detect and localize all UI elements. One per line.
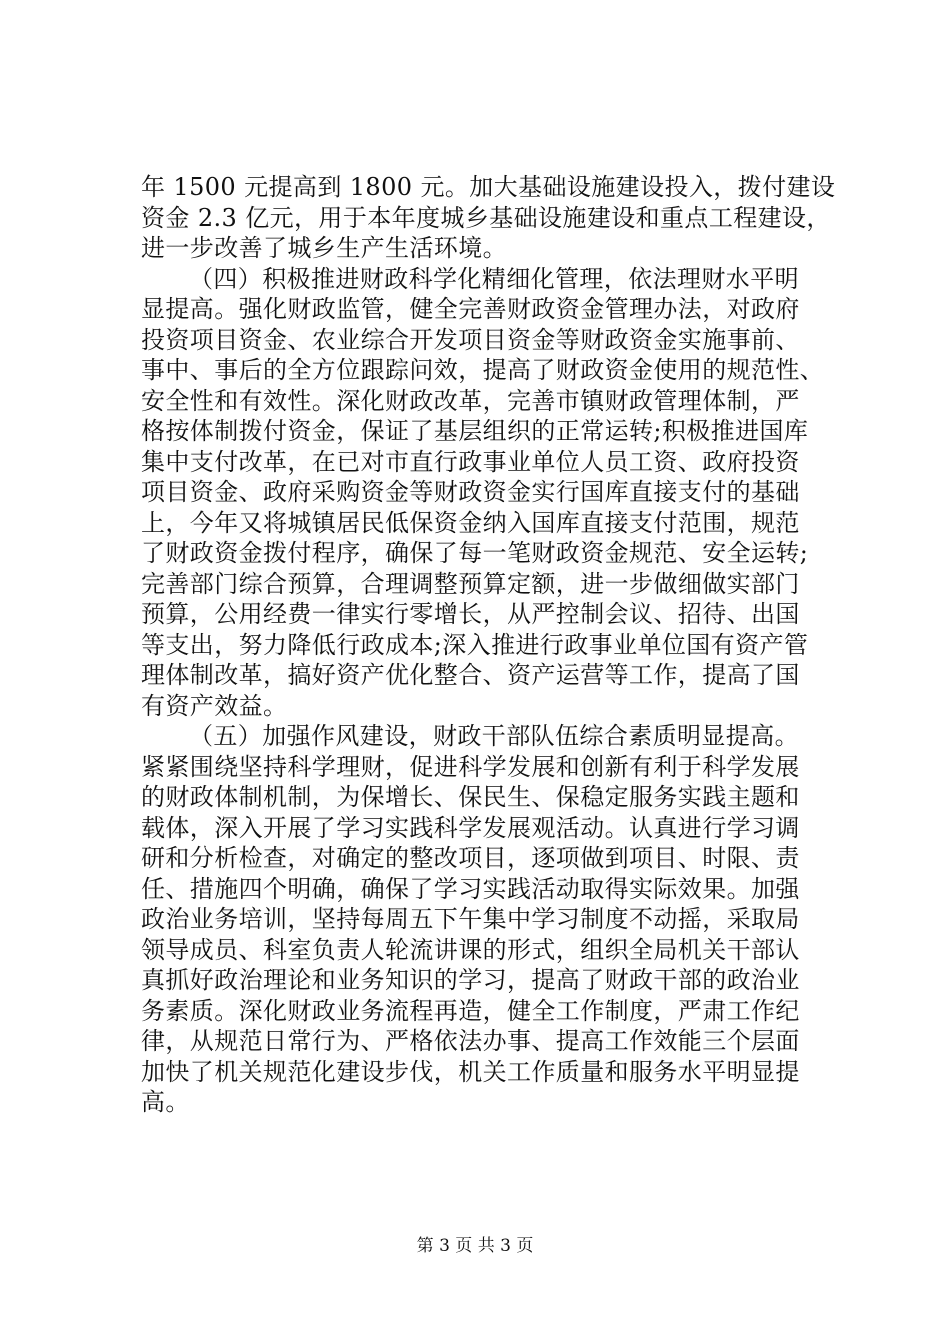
body-line: 上，今年又将城镇居民低保资金纳入国库直接支付范围，规范	[141, 508, 800, 537]
body-line: 资金 2.3 亿元，用于本年度城乡基础设施建设和重点工程建设，	[141, 203, 831, 232]
body-line: 政治业务培训，坚持每周五下午集中学习制度不动摇，采取局	[141, 905, 800, 933]
body-line: 格按体制拨付资金，保证了基层组织的正常运转;积极推进国库	[141, 417, 809, 445]
body-line: 务素质。深化财政业务流程再造，健全工作制度，严肃工作纪	[141, 996, 800, 1025]
body-line: 研和分析检查，对确定的整改项目，逐项做到项目、时限、责	[141, 844, 800, 872]
body-line: 的财政体制机制，为保增长、保民生、保稳定服务实践主题和	[141, 783, 800, 811]
document-body	[141, 172, 853, 1118]
body-line: 等支出，努力降低行政成本;深入推进行政事业单位国有资产管	[141, 630, 809, 659]
body-line: 高。	[141, 1088, 190, 1116]
body-line: 载体，深入开展了学习实践科学发展观活动。认真进行学习调	[141, 813, 800, 842]
body-line: 年 1500 元提高到 1800 元。加大基础设施建设投入，拨付建设	[141, 173, 836, 201]
body-line: 紧紧围绕坚持科学理财，促进科学发展和创新有利于科学发展	[141, 752, 800, 781]
body-line: 预算，公用经费一律实行零增长，从严控制会议、招待、出国	[141, 600, 800, 628]
section-heading-line: （四）积极推进财政科学化精细化管理，依法理财水平明	[189, 264, 799, 293]
body-line: 项目资金、政府采购资金等财政资金实行国库直接支付的基础	[141, 478, 800, 506]
body-line: 完善部门综合预算，合理调整预算定额，进一步做细做实部门	[141, 569, 800, 598]
body-line: 任、措施四个明确，确保了学习实践活动取得实际效果。加强	[141, 874, 800, 903]
body-line: 有资产效益。	[141, 691, 288, 720]
body-line: 加快了机关规范化建设步伐，机关工作质量和服务水平明显提	[141, 1057, 800, 1086]
body-line: 真抓好政治理论和业务知识的学习，提高了财政干部的政治业	[141, 966, 800, 994]
body-line: 集中支付改革，在已对市直行政事业单位人员工资、政府投资	[141, 447, 800, 476]
body-line: 显提高。强化财政监管，健全完善财政资金管理办法，对政府	[141, 295, 800, 323]
body-line: 律，从规范日常行为、严格依法办事、提高工作效能三个层面	[141, 1027, 800, 1055]
page-number-footer: 第 3 页 共 3 页	[416, 1236, 534, 1256]
body-line: 事中、事后的全方位跟踪问效，提高了财政资金使用的规范性、	[141, 356, 825, 384]
body-line: 投资项目资金、农业综合开发项目资金等财政资金实施事前、	[141, 325, 800, 354]
section-heading-line: （五）加强作风建设，财政干部队伍综合素质明显提高。	[189, 722, 799, 750]
body-line: 领导成员、科室负责人轮流讲课的形式，组织全局机关干部认	[141, 935, 800, 964]
body-line: 安全性和有效性。深化财政改革，完善市镇财政管理体制，严	[141, 386, 800, 415]
body-line: 了财政资金拨付程序，确保了每一笔财政资金规范、安全运转;	[141, 539, 809, 567]
body-line: 进一步改善了城乡生产生活环境。	[141, 234, 507, 262]
body-line: 理体制改革，搞好资产优化整合、资产运营等工作，提高了国	[141, 661, 800, 689]
